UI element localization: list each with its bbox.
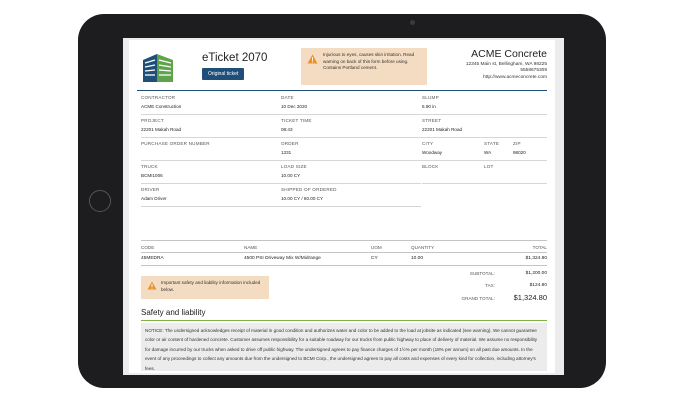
ticket-time-value: 08:43 <box>281 127 293 132</box>
truck-label: TRUCK <box>141 164 158 169</box>
load-size-value: 10.00 CY <box>281 173 301 178</box>
load-size-field <box>281 164 307 178</box>
state-value: WA <box>484 150 492 155</box>
company-website[interactable]: http://www.acmeconcrete.com <box>483 74 547 80</box>
company-name: ACME Concrete <box>471 48 547 60</box>
company-info <box>466 48 547 81</box>
street-field <box>422 118 462 132</box>
table-bottom-border <box>141 265 547 266</box>
table-header-border <box>141 252 547 253</box>
item-total: $1,324.80 <box>525 256 547 261</box>
shipped-field <box>281 187 337 201</box>
section-title: Safety and liability <box>141 308 206 317</box>
item-uom: CY <box>371 256 378 261</box>
state-label: STATE <box>484 141 500 146</box>
load-size-label: LOAD SIZE <box>281 164 307 169</box>
block-field <box>422 164 439 173</box>
purchase-order-label: PURCHASE ORDER NUMBER <box>141 141 210 146</box>
header-divider <box>137 90 547 91</box>
grand-total-value: $1,324.80 <box>513 293 547 302</box>
slump-field <box>422 95 439 109</box>
row-divider <box>281 183 421 184</box>
item-quantity: 10.00 <box>411 256 424 261</box>
row-divider <box>281 206 421 207</box>
tax-label: TAX: <box>485 283 495 288</box>
row-divider <box>141 137 547 138</box>
purchase-order-field <box>141 141 210 150</box>
warning-icon <box>307 54 318 64</box>
row-divider <box>422 183 547 184</box>
city-field <box>422 141 442 155</box>
truck-value: BCMI1006 <box>141 173 163 178</box>
tax-value: $124.80 <box>529 283 547 288</box>
street-value: 22201 Makah Road <box>422 127 463 132</box>
order-field <box>281 141 299 155</box>
shipped-label: SHIPPED OF ORDERED <box>281 187 337 192</box>
driver-field <box>141 187 167 201</box>
zip-field <box>513 141 526 155</box>
table-top-border <box>141 240 547 241</box>
subtotal-label: SUBTOTAL: <box>469 271 495 276</box>
subtotal-value: $1,200.00 <box>525 271 547 276</box>
lot-label: LOT <box>484 164 494 169</box>
slump-value: 6.90 in <box>422 104 436 109</box>
safety-note-banner <box>141 276 269 299</box>
contractor-value: ACME Construction <box>141 104 182 109</box>
section-divider <box>141 320 547 321</box>
home-button[interactable] <box>89 190 111 212</box>
ticket-time-label: TICKET TIME <box>281 118 312 123</box>
contractor-label: CONTRACTOR <box>141 95 176 100</box>
ticket-time-field <box>281 118 312 132</box>
driver-value: Adam Driver <box>141 196 167 201</box>
col-header-uom: UOM <box>371 245 382 250</box>
order-value: 1331 <box>281 150 292 155</box>
city-label: CITY <box>422 141 434 146</box>
row-divider <box>141 183 281 184</box>
col-header-code: CODE <box>141 245 155 250</box>
project-value: 22201 Makah Road <box>141 127 182 132</box>
screen <box>123 38 564 375</box>
safety-note-text: Important safety and liability information included below. <box>161 280 261 292</box>
liability-notice: NOTICE: The undersigned acknowledges receipt of material in good condition and authorizes water and color to be added to the load at jobsite as indicated (see warning). We cannot guarantee color or air content of hardened concrete. Customer assumes responsibility for a suitable roadway for our trucks from public highway to place of delivery of material. We assume no responsibility for damage incurred by our trucks when asked to drive off public highway. The undersigned agrees to pay finance charges of 1½% per month (18% per annum) on all past due amounts. In the event of any proceedings to collect any amounts due from the undersigned to BCMI Corp., the undersigned agrees to pay all costs and expenses of every kind for collection, including attorney's fees. <box>141 323 547 371</box>
block-label: BLOCK <box>422 164 439 169</box>
warning-banner <box>301 48 427 85</box>
company-address: 12345 Main st, Bellingham, WA 98225 <box>465 62 547 67</box>
warning-icon <box>147 281 157 290</box>
row-divider <box>141 114 547 115</box>
street-label: STREET <box>422 118 442 123</box>
col-header-quantity: QUANTITY <box>411 245 435 250</box>
date-label: DATE <box>281 95 294 100</box>
warning-text: Injurious to eyes, causes skin irritation. Read warning on back of this form before using. Contains Portland cement. <box>323 52 415 71</box>
project-label: PROJECT <box>141 118 164 123</box>
company-phone: 5558675309 <box>520 68 547 74</box>
ticket-title: eTicket 2070 <box>202 52 268 64</box>
contractor-field <box>141 95 181 109</box>
order-label: ORDER <box>281 141 299 146</box>
zip-value: 98020 <box>513 150 526 155</box>
project-field <box>141 118 181 132</box>
col-header-name: NAME <box>244 245 258 250</box>
item-name: 4500 PSI Driveway Mix W/Midrange <box>244 256 321 261</box>
row-divider <box>141 160 547 161</box>
slump-label: SLUMP <box>422 95 439 100</box>
zip-label: ZIP <box>513 141 521 146</box>
item-code: 45MEDRA <box>141 256 164 261</box>
date-value: 10 Dec 2020 <box>281 104 308 109</box>
company-logo-icon <box>141 50 175 84</box>
shipped-value: 10.00 CY / 60.00 CY <box>281 196 324 201</box>
camera <box>410 20 415 25</box>
row-divider <box>141 206 281 207</box>
lot-field <box>484 164 494 173</box>
original-ticket-button[interactable]: Original ticket <box>202 68 244 80</box>
grand-total-label: GRAND TOTAL: <box>461 296 495 301</box>
eticket-document <box>129 40 555 373</box>
date-field <box>281 95 307 109</box>
truck-field <box>141 164 163 178</box>
col-header-total: TOTAL <box>532 245 547 250</box>
driver-label: DRIVER <box>141 187 160 192</box>
tablet-frame <box>78 14 606 388</box>
city-value: Woodway <box>422 150 443 155</box>
state-field <box>484 141 499 155</box>
